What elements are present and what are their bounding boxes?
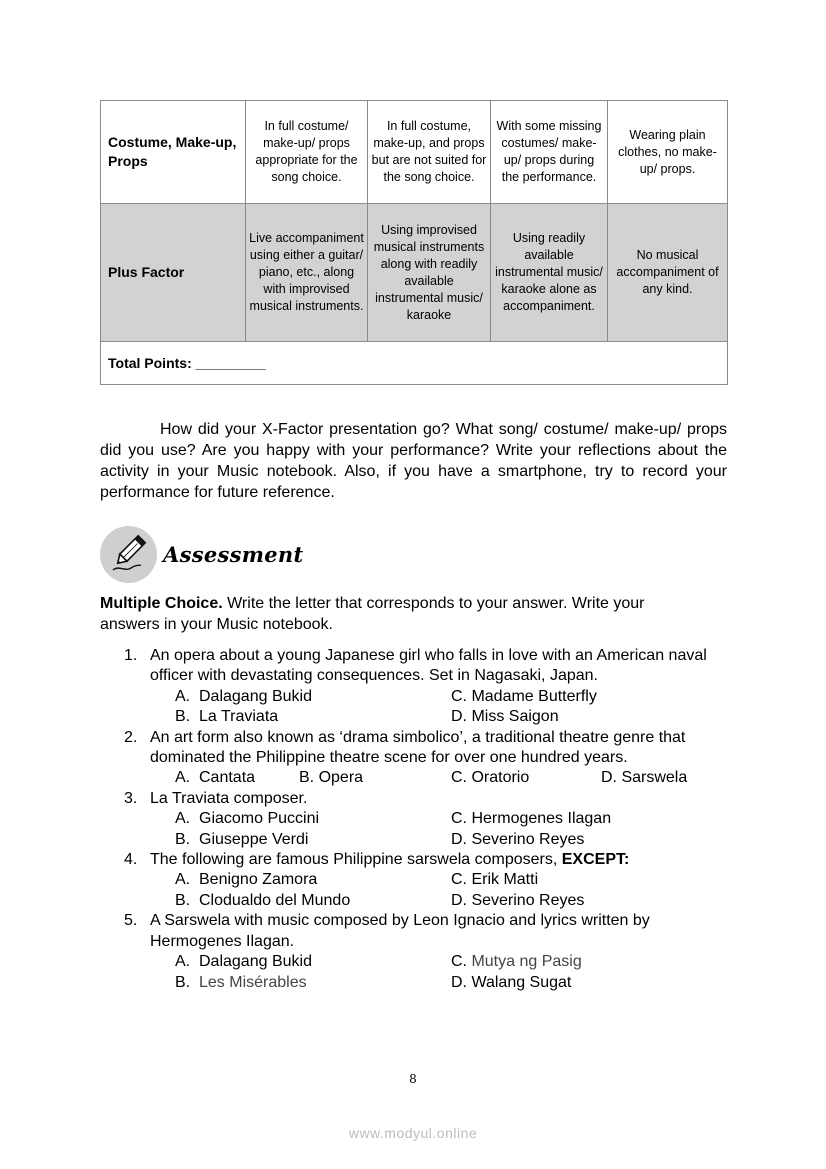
rubric-table <box>100 100 728 385</box>
answer-options <box>150 870 727 911</box>
rubric-row-costume <box>101 101 728 204</box>
answer-option: D. Sarswela <box>601 769 688 787</box>
answer-option: B. La Traviata <box>175 708 279 726</box>
total-points-field: Total Points: _________ <box>101 342 728 385</box>
pencil-icon <box>100 526 157 583</box>
answer-option: D. Miss Saigon <box>451 708 559 726</box>
level-cell: With some missing costumes/ make-up/ props during the performance. <box>491 101 608 204</box>
question-text: An opera about a young Japanese girl who falls in love with an American naval officer with devastating consequences. Set in Nagasaki, Japan. <box>150 647 707 685</box>
answer-option: C. Oratorio <box>451 769 530 787</box>
answer-option: B. Giuseppe Verdi <box>175 830 309 848</box>
answer-option: B. Les Misérables <box>175 973 307 991</box>
question-item <box>100 646 727 728</box>
question-text: The following are famous Philippine sarswela composers, EXCEPT: <box>150 851 630 869</box>
question-text: La Traviata composer. <box>150 789 308 807</box>
answer-option: A. Benigno Zamora <box>175 871 318 889</box>
question-text: An art form also known as ‘drama simbolico’, a traditional theatre genre that dominated the Philippine theatre scene for over one hundred years. <box>150 728 686 767</box>
question-text: A Sarswela with music composed by Leon Ignacio and lyrics written by Hermogenes Ilagan. <box>150 912 650 950</box>
level-cell: In full costume, make-up, and props but are not suited for the song choice. <box>368 101 491 204</box>
level-cell: No musical accompaniment of any kind. <box>608 204 728 342</box>
answer-option: A. Dalagang Bukid <box>175 953 312 971</box>
level-cell: Wearing plain clothes, no make-up/ props. <box>608 101 728 204</box>
question-item <box>100 789 727 850</box>
question-item <box>100 850 727 911</box>
answer-option: C. Madame Butterfly <box>451 687 597 705</box>
question-number: 3. <box>124 789 138 807</box>
answer-option: D. Walang Sugat <box>451 973 572 991</box>
answer-option: A. Dalagang Bukid <box>175 687 312 705</box>
answer-option: A. Giacomo Puccini <box>175 810 320 828</box>
question-number: 1. <box>124 647 138 664</box>
page-number: 8 <box>409 1072 417 1086</box>
level-cell: Using improvised musical instruments along with readily available instrumental music/ karaoke <box>368 204 491 342</box>
instructions <box>100 593 700 635</box>
answer-option: D. Severino Reyes <box>451 891 585 909</box>
answer-options <box>150 952 727 993</box>
question-number: 5. <box>124 912 138 930</box>
instructions-lead: Multiple Choice. <box>100 595 223 612</box>
instructions-text: Write the letter that corresponds to your answer. Write your answers in your Music notebook. <box>100 595 645 633</box>
question-list <box>100 646 727 993</box>
question-item <box>100 911 727 993</box>
rubric-row-total <box>101 342 728 385</box>
level-cell: Live accompaniment using either a guitar/ piano, etc., along with improvised musical instruments. <box>246 204 368 342</box>
question-number: 4. <box>124 851 138 869</box>
criterion-cell: Plus Factor <box>101 204 246 342</box>
answer-option: C. Erik Matti <box>451 871 539 889</box>
answer-option: B. Clodualdo del Mundo <box>175 891 351 909</box>
question-item <box>100 728 727 789</box>
answer-options <box>150 768 727 788</box>
question-number: 2. <box>124 728 138 746</box>
rubric-row-plus-factor <box>101 204 728 342</box>
criterion-cell: Costume, Make-up, Props <box>101 101 246 204</box>
watermark: www.modyul.online <box>348 1125 478 1141</box>
answer-option: B. Opera <box>299 769 364 787</box>
answer-option: A. Cantata <box>175 769 256 787</box>
assessment-title: Assessment <box>163 541 304 567</box>
level-cell: In full costume/ make-up/ props appropriate for the song choice. <box>246 101 368 204</box>
reflection-paragraph: How did your X-Factor presentation go? What song/ costume/ make-up/ props did you use? Are you happy with your performance? Write your reflections about the activity in your Music notebook. Also, if you have a smartphone, try to record your performance for future reference. <box>100 421 727 501</box>
answer-option: D. Severino Reyes <box>451 830 585 848</box>
answer-options <box>150 687 727 728</box>
answer-option: C. Hermogenes Ilagan <box>451 810 612 828</box>
assessment-header <box>100 525 304 583</box>
answer-option: C. Mutya ng Pasig <box>451 953 582 971</box>
answer-options <box>150 809 727 850</box>
question-emphasis: EXCEPT: <box>561 851 630 869</box>
level-cell: Using readily available instrumental music/ karaoke alone as accompaniment. <box>491 204 608 342</box>
